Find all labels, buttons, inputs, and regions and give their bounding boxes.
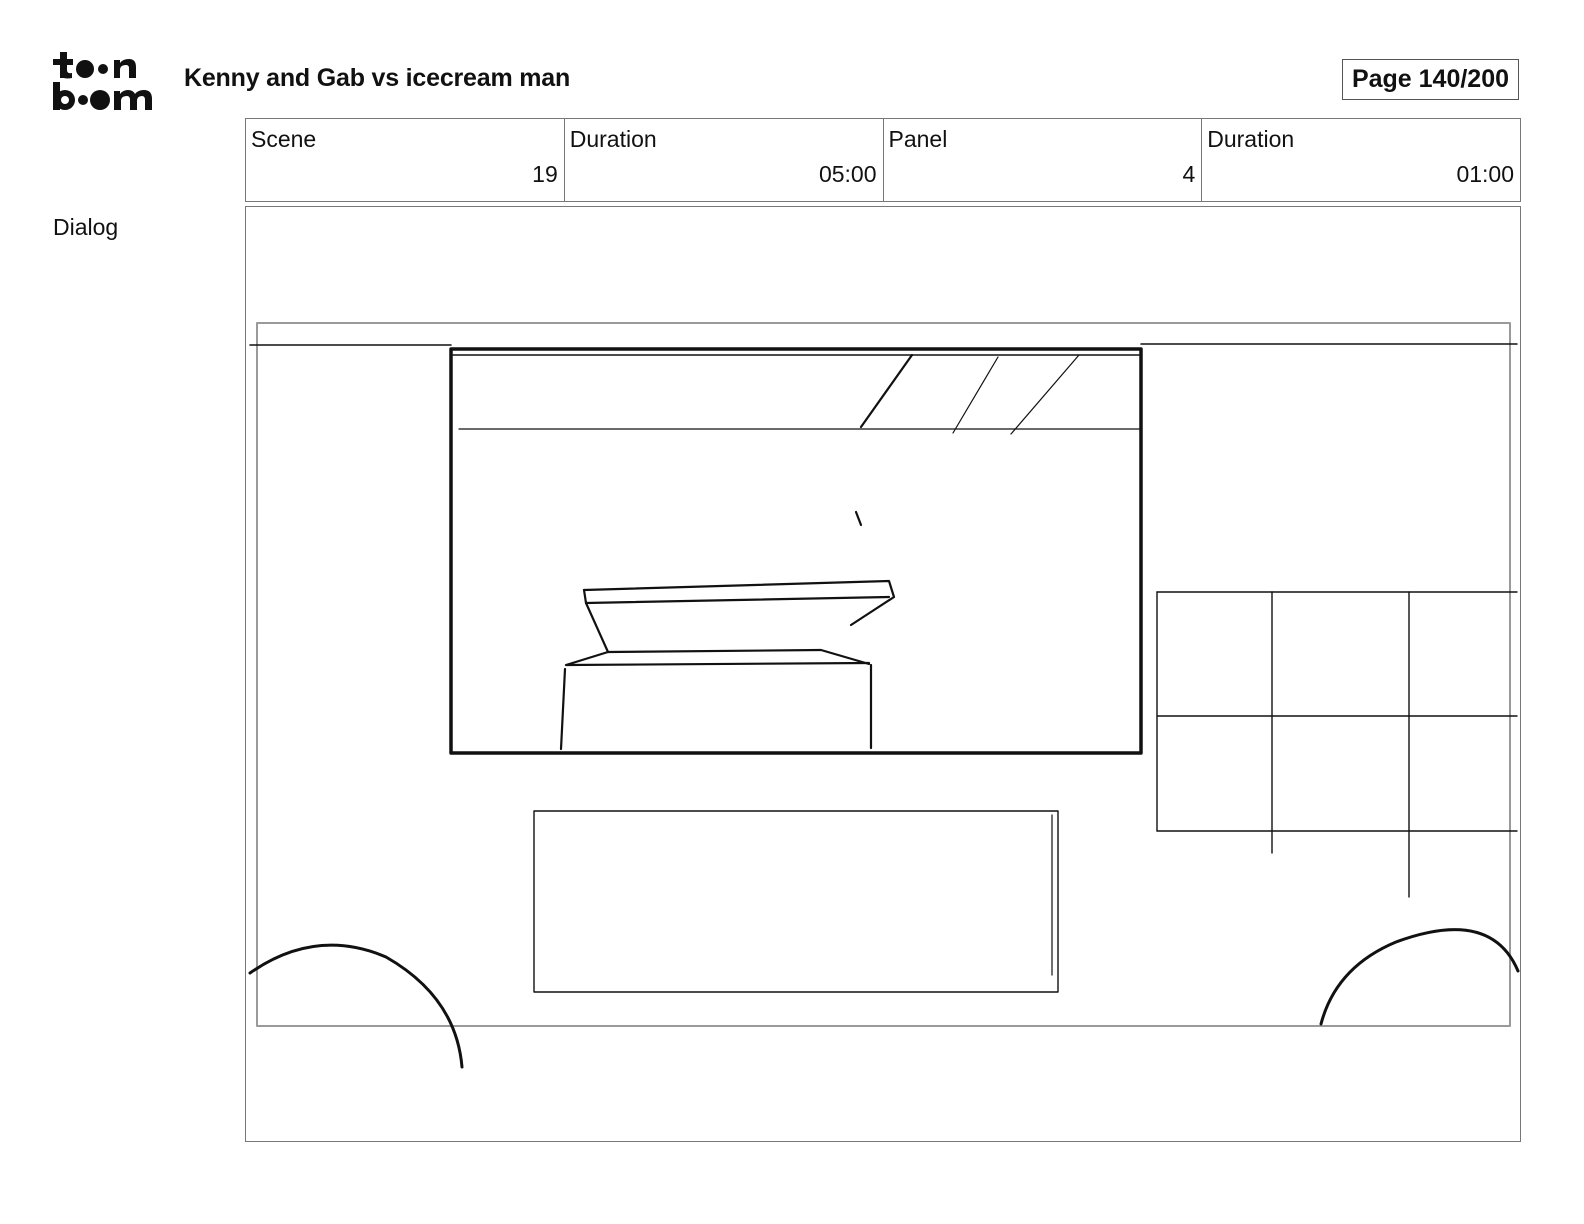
dialog-label: Dialog bbox=[53, 214, 119, 240]
toon-boom-logo-icon bbox=[50, 50, 166, 114]
scene-label: Scene bbox=[251, 126, 317, 152]
scene-info-table bbox=[245, 118, 1521, 202]
storyboard-sketch-icon bbox=[246, 207, 1521, 1142]
panel-duration-value: 01:00 bbox=[1456, 161, 1514, 187]
document-title: Kenny and Gab vs icecream man bbox=[184, 64, 571, 92]
toon-boom-logo bbox=[50, 50, 166, 114]
scene-duration-cell bbox=[564, 119, 883, 201]
storyboard-panel bbox=[245, 206, 1521, 1142]
panel-label: Panel bbox=[888, 126, 948, 152]
scene-value: 19 bbox=[532, 161, 558, 187]
scene-duration-value: 05:00 bbox=[818, 161, 877, 187]
panel-value: 4 bbox=[1182, 161, 1196, 187]
panel-cell bbox=[883, 119, 1202, 201]
page-indicator: Page 140/200 bbox=[1342, 59, 1519, 100]
scene-cell bbox=[246, 119, 564, 201]
panel-duration-cell bbox=[1201, 119, 1520, 201]
scene-duration-label: Duration bbox=[569, 126, 657, 152]
panel-duration-label: Duration bbox=[1207, 126, 1295, 152]
